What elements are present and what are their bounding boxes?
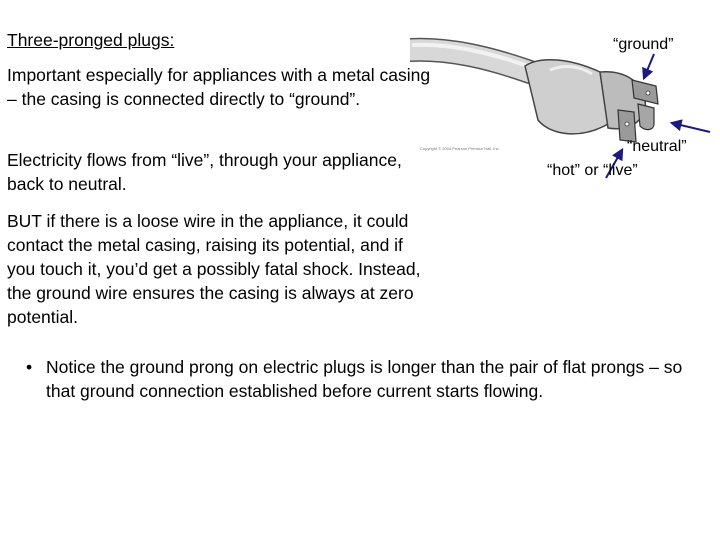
ground-prong: [638, 104, 654, 130]
ground-arrow: [644, 54, 654, 78]
bullet-text: Notice the ground prong on electric plugs is longer than the pair of flat prongs – so that ground connection established before current starts flowing.: [46, 357, 683, 401]
label-hot-live: “hot” or “live”: [547, 162, 638, 179]
paragraph-flow: Electricity flows from “live”, through your appliance, back to neutral.: [7, 150, 402, 194]
label-ground: “ground”: [613, 36, 674, 53]
image-credit: Copyright © 2004 Pearson Prentice Hall, Inc.: [420, 146, 500, 151]
paragraph-loose-wire: BUT if there is a loose wire in the appliance, it could contact the metal casing, raising its potential, and if you touch it, you’d get a possibly fatal shock. Instead, the ground wire ensures the casing is always at zero potential.: [7, 211, 421, 327]
label-neutral: “neutral”: [627, 138, 687, 155]
slide-title: Three-pronged plugs:: [7, 30, 175, 50]
neutral-arrow: [672, 123, 710, 132]
power-cord: [410, 45, 530, 72]
bullet-marker: •: [26, 357, 33, 377]
paragraph-casing: Important especially for appliances with a metal casing – the casing is connected directly to “ground”.: [7, 65, 431, 109]
bullet-item: [26, 355, 686, 403]
